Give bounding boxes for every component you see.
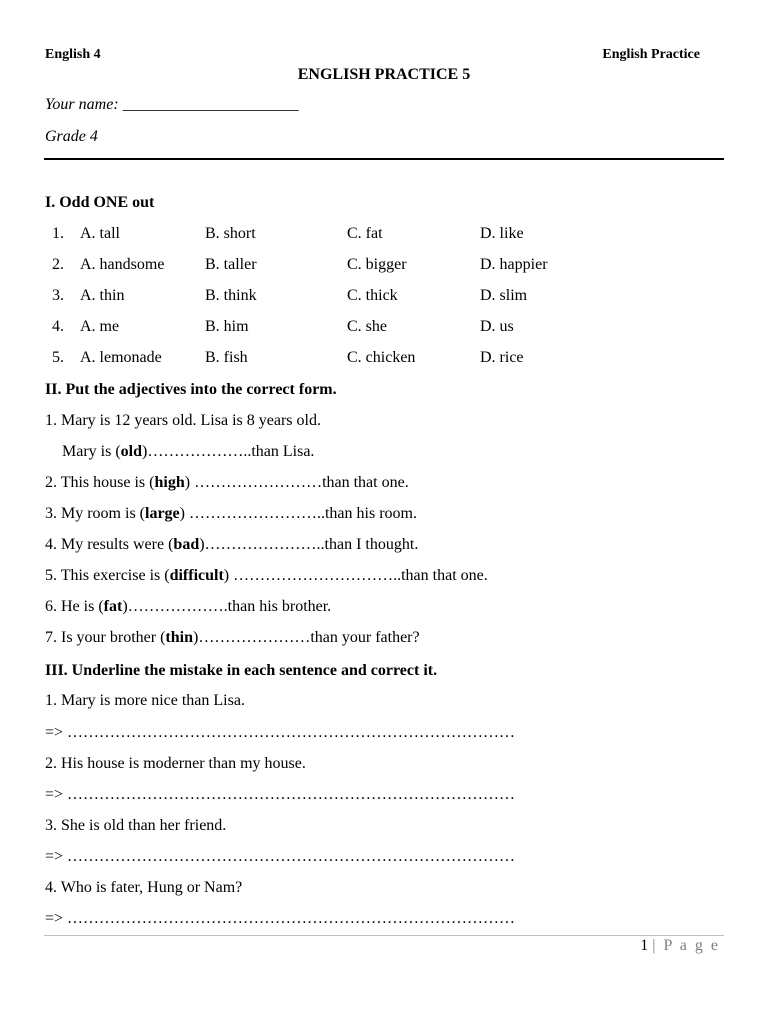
- header-subject: English 4: [45, 47, 101, 62]
- question-intro: 1. Mary is 12 years old. Lisa is 8 years old.: [45, 412, 321, 429]
- mistake-sentence: 1. Mary is more nice than Lisa.: [45, 692, 245, 709]
- adjective-question: [45, 474, 409, 492]
- section-2-heading: II. Put the adjectives into the correct form.: [45, 381, 337, 398]
- mistake-sentence: 2. His house is moderner than my house.: [45, 755, 306, 772]
- page-number: 1: [640, 937, 649, 954]
- page-label: | P a g e: [652, 937, 720, 954]
- option-a[interactable]: A. me: [80, 318, 120, 335]
- option-c[interactable]: C. fat: [347, 225, 383, 242]
- adjective-word: old: [120, 443, 142, 460]
- answer-blank[interactable]: )………………..than Lisa.: [142, 443, 315, 460]
- question-text: 7. Is your brother (: [45, 629, 166, 646]
- item-number: 5.: [52, 349, 64, 366]
- answer-blank[interactable]: ) ……………………..than his room.: [179, 505, 417, 522]
- adjective-word: thin: [165, 629, 193, 646]
- option-d[interactable]: D. like: [480, 225, 524, 242]
- option-d[interactable]: D. rice: [480, 349, 524, 366]
- question-text: 3. My room is (: [45, 505, 145, 522]
- question-text: 5. This exercise is (: [45, 567, 170, 584]
- header-course: English Practice: [602, 47, 700, 62]
- item-number: 1.: [52, 225, 64, 242]
- option-a[interactable]: A. thin: [80, 287, 125, 304]
- option-a[interactable]: A. handsome: [80, 256, 165, 273]
- correction-line[interactable]: => …………………………………………………………………………: [45, 910, 516, 927]
- mistake-sentence: 3. She is old than her friend.: [45, 817, 227, 834]
- adjective-question: [45, 567, 488, 585]
- question-text: 2. This house is (: [45, 474, 155, 491]
- answer-blank[interactable]: ) …………………………..than that one.: [223, 567, 488, 584]
- item-number: 4.: [52, 318, 64, 335]
- answer-blank[interactable]: )…………………..than I thought.: [199, 536, 419, 553]
- item-number: 3.: [52, 287, 64, 304]
- correction-line[interactable]: => …………………………………………………………………………: [45, 724, 516, 741]
- adjective-question: [45, 536, 418, 554]
- option-d[interactable]: D. happier: [480, 256, 548, 273]
- option-c[interactable]: C. chicken: [347, 349, 416, 366]
- question-text: Mary is (: [62, 443, 121, 460]
- option-a[interactable]: A. tall: [80, 225, 120, 242]
- option-a[interactable]: A. lemonade: [80, 349, 162, 366]
- item-number: 2.: [52, 256, 64, 273]
- adjective-question: [45, 629, 420, 647]
- option-b[interactable]: B. him: [205, 318, 249, 335]
- adjective-question: [45, 598, 331, 616]
- option-c[interactable]: C. thick: [347, 287, 398, 304]
- grade-label: Grade 4: [45, 128, 98, 145]
- question-text: 6. He is (: [45, 598, 104, 615]
- option-b[interactable]: B. think: [205, 287, 257, 304]
- adjective-word: fat: [103, 598, 123, 615]
- header-divider: [44, 158, 724, 160]
- answer-blank[interactable]: )…………………than your father?: [193, 629, 420, 646]
- adjective-question: [62, 443, 314, 461]
- option-c[interactable]: C. she: [347, 318, 387, 335]
- option-b[interactable]: B. short: [205, 225, 256, 242]
- adjective-word: bad: [173, 536, 200, 553]
- option-d[interactable]: D. slim: [480, 287, 528, 304]
- page-footer: [640, 937, 720, 955]
- answer-blank[interactable]: )……………….than his brother.: [122, 598, 332, 615]
- footer-divider: [44, 935, 724, 936]
- correction-line[interactable]: => …………………………………………………………………………: [45, 786, 516, 803]
- name-blank: ______________________: [122, 96, 299, 113]
- adjective-word: large: [145, 505, 180, 522]
- question-text: 4. My results were (: [45, 536, 174, 553]
- option-b[interactable]: B. fish: [205, 349, 248, 366]
- section-3-heading: III. Underline the mistake in each sentence and correct it.: [45, 662, 438, 679]
- page-title: ENGLISH PRACTICE 5: [297, 66, 471, 83]
- correction-line[interactable]: => …………………………………………………………………………: [45, 848, 516, 865]
- option-d[interactable]: D. us: [480, 318, 514, 335]
- answer-blank[interactable]: ) ……………………than that one.: [184, 474, 409, 491]
- name-field[interactable]: [45, 96, 299, 114]
- option-b[interactable]: B. taller: [205, 256, 257, 273]
- mistake-sentence: 4. Who is fater, Hung or Nam?: [45, 879, 243, 896]
- section-1-heading: I. Odd ONE out: [45, 194, 155, 211]
- option-c[interactable]: C. bigger: [347, 256, 407, 273]
- name-label: Your name:: [45, 96, 119, 113]
- adjective-question: [45, 505, 417, 523]
- adjective-word: difficult: [169, 567, 224, 584]
- adjective-word: high: [154, 474, 185, 491]
